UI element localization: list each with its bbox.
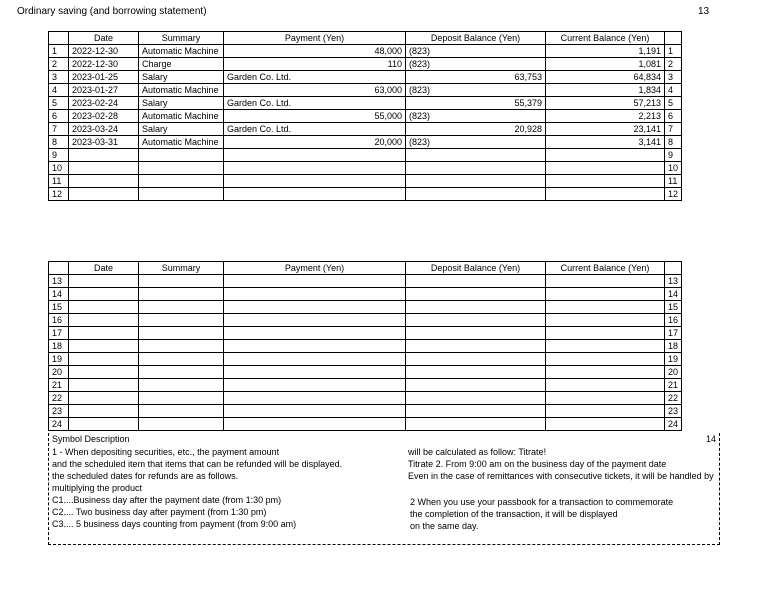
branch-code: (823) [409,59,431,69]
deposit-cell [406,162,546,175]
symbol-page-number: 14 [706,434,717,444]
row-number: 9 [49,149,69,162]
deposit-cell [406,188,546,201]
row-number-right: 9 [665,149,682,162]
table-row [49,58,682,71]
deposit-cell [406,71,546,84]
summary-cell: Salary [139,123,224,136]
row-number-header [49,32,69,45]
summary-cell: Automatic Machine [139,110,224,123]
deposit-amount: 20,928 [514,124,542,134]
table-row [49,123,682,136]
row-number: 13 [49,275,69,288]
deposit-cell [406,45,546,58]
summary-cell: Salary [139,71,224,84]
payment-cell [224,162,406,175]
row-number-right: 7 [665,123,682,136]
deposit-cell [406,136,546,149]
payment-cell [224,340,406,353]
current-balance [546,392,665,405]
deposit-amount: 55,379 [514,98,542,108]
summary-cell [139,418,224,431]
row-number-right: 20 [665,366,682,379]
deposit-cell [406,418,546,431]
payment-cell [224,149,406,162]
summary-cell [139,149,224,162]
date-cell [69,418,139,431]
row-number: 5 [49,97,69,110]
date-cell [69,275,139,288]
payment-cell [224,71,406,84]
symbol-line: will be calculated as follow: Titrate! [408,447,547,457]
symbol-line: the scheduled dates for refunds are as follows. [52,471,239,481]
summary-cell [139,288,224,301]
current-balance: 1,834 [546,84,665,97]
payment-cell [224,379,406,392]
date-cell: 2023-03-31 [69,136,139,149]
symbol-line: on the same day. [410,521,479,531]
payment-amount: 110 [387,59,402,69]
summary-cell [139,175,224,188]
statement-title: Ordinary saving (and borrowing statement) [17,6,207,17]
date-cell [69,175,139,188]
deposit-cell [406,58,546,71]
deposit-cell [406,366,546,379]
symbol-line: Titrate 2. From 9:00 am on the business day of the payment date [408,459,667,469]
payment-header: Payment (Yen) [224,262,406,275]
payment-cell [224,392,406,405]
date-header: Date [69,262,139,275]
current-balance [546,162,665,175]
current-balance [546,175,665,188]
table-row [49,175,682,188]
row-number-right: 21 [665,379,682,392]
date-cell: 2022-12-30 [69,58,139,71]
payment-cell [224,58,406,71]
table-row [49,71,682,84]
payment-cell [224,275,406,288]
row-number: 6 [49,110,69,123]
deposit-amount: 63,753 [514,72,542,82]
symbol-line: C3.... 5 business days counting from payment (from 9:00 am) [52,519,297,529]
summary-header: Summary [139,262,224,275]
date-cell: 2023-02-28 [69,110,139,123]
table-row [49,340,682,353]
row-number: 23 [49,405,69,418]
table-row [49,97,682,110]
payment-cell [224,136,406,149]
deposit-cell [406,175,546,188]
date-cell: 2022-12-30 [69,45,139,58]
row-number-right: 24 [665,418,682,431]
branch-code: (823) [409,137,431,147]
deposit-cell [406,123,546,136]
row-number-right: 10 [665,162,682,175]
table-header-row [49,262,682,275]
ledger-table-2 [48,261,682,431]
row-number: 7 [49,123,69,136]
date-cell: 2023-01-27 [69,84,139,97]
current-balance: 64,834 [546,71,665,84]
current-balance [546,405,665,418]
date-cell: 2023-02-24 [69,97,139,110]
date-cell [69,162,139,175]
date-cell [69,314,139,327]
current-balance [546,353,665,366]
row-number: 16 [49,314,69,327]
row-number-right: 19 [665,353,682,366]
row-number: 17 [49,327,69,340]
deposit-cell [406,288,546,301]
table-row [49,353,682,366]
table-row [49,188,682,201]
row-number: 8 [49,136,69,149]
table-row [49,327,682,340]
current-balance [546,149,665,162]
table-row [49,379,682,392]
row-number-right: 18 [665,340,682,353]
row-number: 2 [49,58,69,71]
payment-cell [224,110,406,123]
table-row [49,366,682,379]
summary-cell [139,301,224,314]
table-row [49,392,682,405]
row-number-right: 16 [665,314,682,327]
payment-cell [224,314,406,327]
deposit-cell [406,405,546,418]
branch-code: (823) [409,46,431,56]
row-number-right: 1 [665,45,682,58]
date-cell: 2023-01-25 [69,71,139,84]
summary-cell [139,188,224,201]
deposit-cell [406,301,546,314]
payment-cell [224,175,406,188]
payment-amount: 48,000 [374,46,402,56]
summary-cell [139,275,224,288]
deposit-cell [406,392,546,405]
row-number-right: 15 [665,301,682,314]
row-number-right: 6 [665,110,682,123]
table-row [49,84,682,97]
deposit-cell [406,314,546,327]
summary-cell: Charge [139,58,224,71]
table-row [49,301,682,314]
payee-text: Garden Co. Ltd. [227,72,292,82]
deposit-cell [406,340,546,353]
row-number: 1 [49,45,69,58]
summary-cell [139,327,224,340]
date-header: Date [69,32,139,45]
payment-cell [224,353,406,366]
summary-cell [139,379,224,392]
date-cell [69,340,139,353]
current-balance [546,379,665,392]
row-number: 21 [49,379,69,392]
current-balance: 23,141 [546,123,665,136]
summary-cell [139,392,224,405]
deposit-header: Deposit Balance (Yen) [406,262,546,275]
row-number: 20 [49,366,69,379]
row-number: 24 [49,418,69,431]
date-cell [69,405,139,418]
row-number-right: 11 [665,175,682,188]
table-row [49,418,682,431]
date-cell [69,379,139,392]
summary-cell [139,405,224,418]
payment-amount: 55,000 [374,111,402,121]
summary-cell: Automatic Machine [139,84,224,97]
current-balance: 1,191 [546,45,665,58]
row-number: 15 [49,301,69,314]
ledger-table-1 [48,31,682,201]
payment-cell [224,366,406,379]
payment-cell [224,301,406,314]
symbol-line: and the scheduled item that items that can be refunded will be displayed. [52,459,343,469]
row-number-right: 3 [665,71,682,84]
row-number-right: 22 [665,392,682,405]
table-row [49,45,682,58]
table-row [49,162,682,175]
row-number-right: 14 [665,288,682,301]
row-number-right: 2 [665,58,682,71]
row-number: 18 [49,340,69,353]
summary-cell [139,162,224,175]
current-balance: 57,213 [546,97,665,110]
table-row [49,149,682,162]
row-number-header [49,262,69,275]
page-number: 13 [698,6,710,17]
current-balance [546,314,665,327]
deposit-cell [406,84,546,97]
row-number: 12 [49,188,69,201]
date-cell [69,149,139,162]
row-number-right: 4 [665,84,682,97]
date-cell: 2023-03-24 [69,123,139,136]
payee-text: Garden Co. Ltd. [227,124,292,134]
current-balance [546,288,665,301]
payment-cell [224,288,406,301]
row-number-right: 12 [665,188,682,201]
symbol-line: C2.... Two business day after payment (from 1:30 pm) [52,507,267,517]
payee-text: Garden Co. Ltd. [227,98,292,108]
payment-cell [224,45,406,58]
payment-amount: 63,000 [374,85,402,95]
symbol-heading: Symbol Description [52,434,130,444]
deposit-cell [406,327,546,340]
current-balance: 1,081 [546,58,665,71]
summary-cell [139,366,224,379]
date-cell [69,188,139,201]
row-number-right: 17 [665,327,682,340]
date-cell [69,301,139,314]
row-number: 19 [49,353,69,366]
payment-cell [224,97,406,110]
symbol-line: multiplying the product [52,483,143,493]
summary-cell [139,353,224,366]
current-balance [546,340,665,353]
table-row [49,275,682,288]
summary-cell: Salary [139,97,224,110]
deposit-header: Deposit Balance (Yen) [406,32,546,45]
date-cell [69,392,139,405]
table-row [49,405,682,418]
current-header: Current Balance (Yen) [546,262,665,275]
table-row [49,314,682,327]
payment-cell [224,188,406,201]
deposit-cell [406,97,546,110]
table-row [49,136,682,149]
table-header-row [49,32,682,45]
symbol-line: 2 When you use your passbook for a transaction to commemorate [410,497,674,507]
date-cell [69,366,139,379]
row-number-header-right [665,262,682,275]
symbol-line: C1....Business day after the payment date (from 1:30 pm) [52,495,282,505]
current-balance [546,275,665,288]
payment-header: Payment (Yen) [224,32,406,45]
row-number-right: 23 [665,405,682,418]
branch-code: (823) [409,111,431,121]
row-number-right: 8 [665,136,682,149]
row-number: 10 [49,162,69,175]
payment-cell [224,418,406,431]
payment-cell [224,84,406,97]
row-number: 4 [49,84,69,97]
current-balance [546,366,665,379]
table-row [49,110,682,123]
deposit-cell [406,275,546,288]
payment-cell [224,405,406,418]
summary-cell: Automatic Machine [139,45,224,58]
row-number: 22 [49,392,69,405]
row-number-right: 13 [665,275,682,288]
symbol-line: the completion of the transaction, it will be displayed [410,509,618,519]
table-row [49,288,682,301]
current-balance [546,301,665,314]
branch-code: (823) [409,85,431,95]
current-balance: 3,141 [546,136,665,149]
symbol-line: Even in the case of remittances with consecutive tickets, it will be handled by [408,471,714,481]
row-number: 14 [49,288,69,301]
payment-amount: 20,000 [374,137,402,147]
summary-cell [139,340,224,353]
current-balance: 2,213 [546,110,665,123]
summary-header: Summary [139,32,224,45]
date-cell [69,353,139,366]
summary-cell [139,314,224,327]
current-balance [546,327,665,340]
deposit-cell [406,149,546,162]
deposit-cell [406,353,546,366]
current-balance [546,418,665,431]
payment-cell [224,327,406,340]
row-number: 11 [49,175,69,188]
deposit-cell [406,379,546,392]
payment-cell [224,123,406,136]
symbol-line: 1 - When depositing securities, etc., the payment amount [52,447,280,457]
current-balance [546,188,665,201]
summary-cell: Automatic Machine [139,136,224,149]
date-cell [69,327,139,340]
row-number-header-right [665,32,682,45]
row-number-right: 5 [665,97,682,110]
row-number: 3 [49,71,69,84]
date-cell [69,288,139,301]
deposit-cell [406,110,546,123]
current-header: Current Balance (Yen) [546,32,665,45]
